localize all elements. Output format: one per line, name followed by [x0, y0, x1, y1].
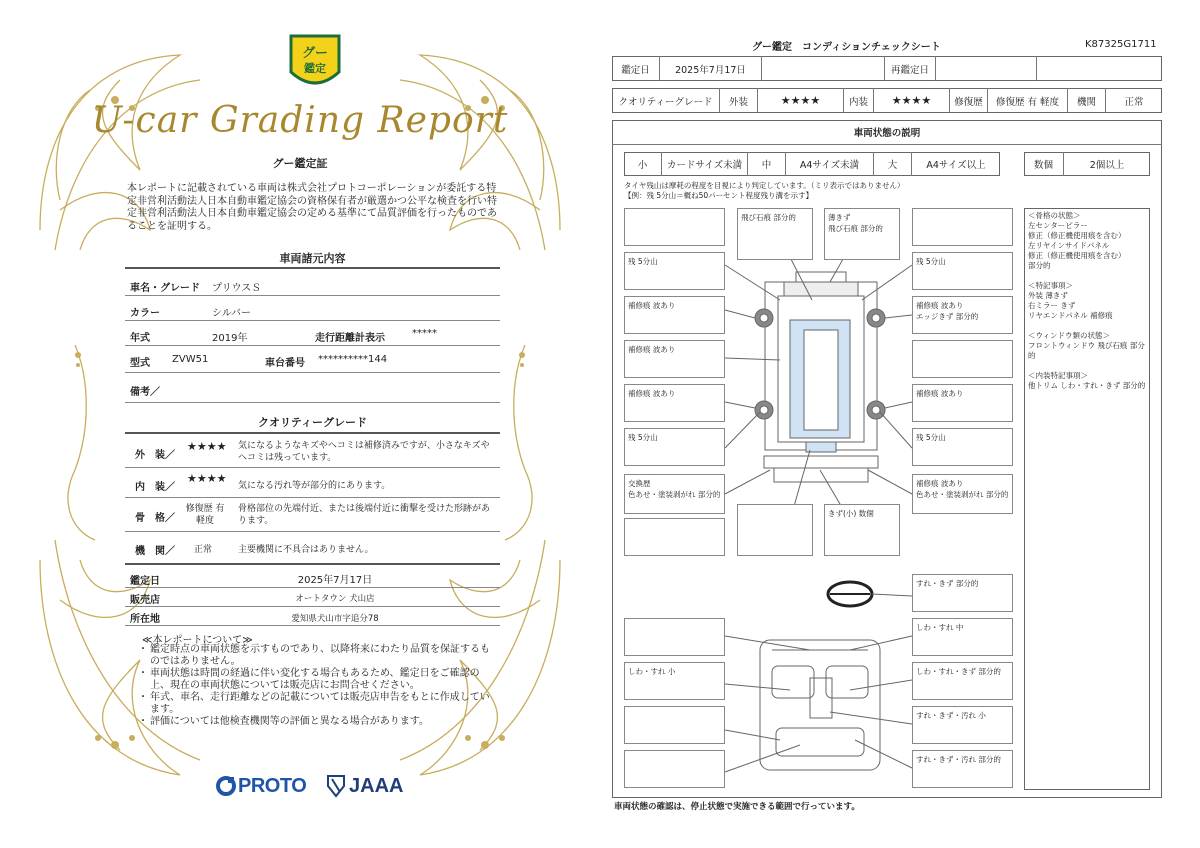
condition-text: 補修痕 波あり: [916, 479, 964, 488]
divider: [125, 432, 500, 434]
condition-text: 飛び石痕 部分的: [741, 213, 796, 222]
certificate-statement: 本レポートに記載されている車両は株式会社プロトコーポレーションが委託する特定非営利活動法人日本自動車鑑定協会の資格保有者が厳選かつ公平な検査を行い特定非営利活動法人日本自動車鑑定協会の定める基準にて品質評価を行ったものであることを証明する。: [127, 183, 497, 232]
quality-grade-label: クオリティーグレード: [612, 88, 720, 113]
name-grade-value: プリウスＳ: [212, 283, 262, 294]
interior-left-box: [624, 750, 725, 788]
note-line: 修正（修正機使用痕を含む）: [1028, 251, 1126, 260]
condition-text: 補修痕 波あり: [628, 345, 676, 354]
proto-logo-text: PROTO: [238, 774, 307, 797]
condition-text: 補修痕 波あり: [628, 301, 676, 310]
notes-title: ≪本レポートについて≫: [142, 635, 253, 646]
footer-note: 車両状態の確認は、停止状態で実施できる範囲で行っています。: [614, 802, 860, 812]
condition-text: しわ・すれ 小: [628, 667, 676, 676]
chassis-number-value: **********144: [318, 354, 388, 365]
size-small-value: カードサイズ未満: [662, 152, 748, 176]
exterior-top-box: [737, 208, 813, 260]
condition-text: 薄きず: [828, 213, 851, 222]
note-line: 左センターピラー: [1028, 221, 1088, 230]
condition-text: 残 5分山: [628, 433, 658, 442]
note-line: 部分的: [1028, 261, 1051, 270]
notes-panel: [1024, 208, 1150, 790]
exterior-stars: ★★★★: [758, 88, 844, 113]
condition-text: 残 5分山: [628, 257, 658, 266]
reinspection-date-label: 再鑑定日: [884, 56, 936, 81]
exterior-left-box: [624, 340, 725, 378]
condition-text: エッジきず 部分的: [916, 312, 979, 321]
condition-check-sheet: [600, 0, 1200, 848]
dealer-value: オートタウン 犬山店: [295, 594, 375, 604]
condition-text: 補修痕 波あり: [916, 389, 964, 398]
inspection-date-label: 鑑定日: [130, 576, 160, 587]
divider: [125, 320, 500, 321]
divider: [125, 402, 500, 403]
condition-text: きず(小) 数個: [828, 509, 874, 518]
size-medium-key: 中: [748, 152, 786, 176]
interior-right-box: [912, 706, 1013, 744]
proto-mark-icon: [216, 775, 238, 797]
interior-left-box: [624, 662, 725, 700]
interior-right-box: [912, 750, 1013, 788]
inspection-date-value: 2025年7月17日: [660, 56, 762, 81]
exterior-left-box: [624, 518, 725, 556]
quality-section-title: クオリティーグレード: [258, 416, 367, 429]
exterior-left-box: [624, 252, 725, 290]
logo-text-bottom: 鑑定: [304, 62, 326, 75]
address-value: 愛知県犬山市字追分78: [291, 614, 379, 624]
exterior-right-box: [912, 252, 1013, 290]
note-line: ＜内装特記事項＞: [1028, 371, 1088, 380]
condition-text: しわ・すれ 中: [916, 623, 964, 632]
condition-text: 交換歴: [628, 479, 651, 488]
notes-list: [140, 644, 490, 728]
note-line: ＜骨格の状態＞: [1028, 211, 1081, 220]
note-line: ＜特記事項＞: [1028, 281, 1073, 290]
note-line: フロントウィンドウ 飛び石痕 部分的: [1028, 341, 1145, 360]
model-code-value: ZVW51: [172, 354, 209, 365]
interior-label: 内装: [844, 88, 874, 113]
exterior-right-box: [912, 384, 1013, 422]
proto-logo: [216, 772, 306, 800]
condition-text: 色あせ・塗装剥がれ 部分的: [628, 490, 721, 499]
certificate-heading: グー鑑定証: [272, 157, 328, 170]
note-line: [1028, 361, 1146, 371]
jaaa-logo: [326, 772, 403, 800]
note-item: ・ 鑑定時点の車両状態を示すものであり、以降将来にわたり品質を保証するものではありません。: [140, 644, 490, 668]
divider: [1036, 56, 1037, 81]
note-line: [1028, 321, 1146, 331]
divider: [125, 372, 500, 373]
address-label: 所在地: [130, 614, 160, 625]
size-large-key: 大: [874, 152, 912, 176]
interior-right-box: [912, 574, 1013, 612]
dealer-label: 販売店: [130, 595, 160, 606]
repair-history-label: 修復歴: [950, 88, 988, 113]
inspection-date-value: 2025年7月17日: [297, 575, 373, 586]
condition-text: すれ・きず・汚れ 部分的: [916, 755, 1001, 764]
section-title: 車両状態の説明: [612, 120, 1162, 145]
note-item: ・ 評価については他検査機関等の評価と異なる場合があります。: [140, 716, 490, 728]
count-key: 数個: [1024, 152, 1064, 176]
exterior-bottom-box: [737, 504, 813, 556]
exterior-left-box: [624, 384, 725, 422]
exterior-grade-label: 外 装／: [135, 450, 175, 461]
divider: [125, 563, 500, 565]
divider: [125, 295, 500, 296]
goo-kantei-logo: [287, 32, 343, 94]
note-line: 外装 薄きず: [1028, 291, 1068, 300]
count-value: 2個以上: [1089, 160, 1125, 171]
engine-grade-label: 機 関／: [135, 546, 175, 557]
size-large-value: A4サイズ以上: [926, 160, 986, 171]
tire-example-note: 【例：残 5分山＝概ね50パーセント程度残り溝を示す】: [624, 191, 814, 200]
interior-left-box: [624, 706, 725, 744]
note-line: リヤエンドパネル 補修痕: [1028, 311, 1113, 320]
frame-grade-description: 骨格部位の先端付近、または後端付近に衝撃を受けた形跡があります。: [238, 504, 491, 526]
name-grade-label: 車名・グレード: [130, 283, 200, 294]
condition-text: しわ・すれ・きず 部分的: [916, 667, 1001, 676]
divider: [125, 531, 500, 532]
engine-grade-value: 正常: [194, 545, 213, 555]
sheet-title: グー鑑定 コンディションチェックシート: [752, 42, 941, 53]
divider: [125, 267, 500, 269]
report-script-title: U-car Grading Report: [91, 100, 509, 141]
interior-stars: ★★★★: [874, 88, 950, 113]
condition-text: 残 5分山: [916, 433, 946, 442]
repair-history-value: 修復歴 有 軽度: [988, 88, 1068, 113]
note-line: 他トリム しわ・すれ・きず 部分的: [1028, 381, 1146, 390]
exterior-grade-description: 気になるようなキズやヘコミは補修済みですが、小さなキズやヘコミは残っています。: [238, 441, 490, 463]
condition-text: 補修痕 波あり: [916, 301, 964, 310]
tire-note: タイヤ残山は摩耗の程度を目視により判定しています。（ミリ表示ではありません）: [624, 181, 905, 190]
model-code-label: 型式: [130, 358, 150, 369]
frame-grade-value: 修復歴 有 軽度: [185, 504, 225, 526]
odometer-value: *****: [412, 328, 437, 339]
divider: [125, 587, 500, 588]
condition-text: 色あせ・塗装剥がれ 部分的: [916, 490, 1009, 499]
exterior-right-box: [912, 296, 1013, 334]
interior-grade-description: 気になる汚れ等が部分的にあります。: [238, 481, 391, 491]
exterior-right-box: [912, 340, 1013, 378]
interior-right-box: [912, 662, 1013, 700]
size-small-key: 小: [624, 152, 662, 176]
divider: [125, 467, 500, 468]
interior-right-box: [912, 618, 1013, 656]
interior-left-box: [624, 618, 725, 656]
engine-value: 正常: [1124, 96, 1144, 108]
logo-text-top: グー: [301, 46, 328, 61]
jaaa-logo-text: JAAA: [349, 774, 404, 797]
condition-text: 飛び石痕 部分的: [828, 224, 883, 233]
exterior-right-box: [912, 428, 1013, 466]
interior-grade-label: 内 装／: [135, 482, 175, 493]
exterior-left-box: [624, 208, 725, 246]
exterior-right-box: [912, 474, 1013, 514]
color-label: カラー: [130, 308, 160, 319]
note-item: ・ 年式、車名、走行距離などの記載については販売店申告をもとに作成しています。: [140, 692, 490, 716]
divider: [125, 625, 500, 626]
condition-text: 補修痕 波あり: [628, 389, 676, 398]
color-value: シルバー: [212, 308, 252, 319]
note-item: ・ 車両状態は時間の経過に伴い変化する場合もあるため、鑑定日をご確認の上、現在の車両状態については販売店にお問合せください。: [140, 668, 490, 692]
exterior-right-box: [912, 208, 1013, 246]
condition-text: 残 5分山: [916, 257, 946, 266]
spec-section-title: 車両諸元内容: [279, 252, 346, 265]
year-label: 年式: [130, 333, 150, 344]
divider: [125, 345, 500, 346]
engine-grade-description: 主要機関に不具合はありません。: [238, 545, 374, 555]
notes-panel-text: [1028, 211, 1146, 391]
divider: [125, 497, 500, 498]
remarks-label: 備考／: [130, 387, 160, 398]
odometer-label: 走行距離計表示: [315, 333, 385, 344]
exterior-grade-stars: ★★★★: [187, 440, 227, 453]
exterior-left-box: [624, 428, 725, 466]
inspection-date-label: 鑑定日: [612, 56, 660, 81]
condition-text: すれ・きず・汚れ 小: [916, 711, 986, 720]
frame-grade-label: 骨 格／: [135, 513, 175, 524]
exterior-label: 外装: [720, 88, 758, 113]
exterior-left-box: [624, 296, 725, 334]
note-line: 修正（修正機使用痕を含む）: [1028, 231, 1126, 240]
engine-label: 機関: [1068, 88, 1106, 113]
exterior-top-box: [824, 208, 900, 260]
note-line: [1028, 271, 1146, 281]
note-line: ＜ウィンドウ類の状態＞: [1028, 331, 1111, 340]
note-line: 右ミラー きず: [1028, 301, 1076, 310]
note-line: 左リヤインサイドパネル: [1028, 241, 1110, 250]
year-value: 2019年: [212, 333, 248, 344]
exterior-left-box: [624, 474, 725, 514]
jaaa-mark-icon: [326, 774, 346, 798]
chassis-number-label: 車台番号: [265, 358, 305, 369]
document-id: K87325G1711: [1085, 39, 1157, 50]
divider: [125, 606, 500, 607]
condition-text: すれ・きず 部分的: [916, 579, 979, 588]
size-medium-value: A4サイズ未満: [786, 152, 874, 176]
interior-grade-stars: ★★★★: [187, 472, 227, 485]
exterior-bottom-box: [824, 504, 900, 556]
